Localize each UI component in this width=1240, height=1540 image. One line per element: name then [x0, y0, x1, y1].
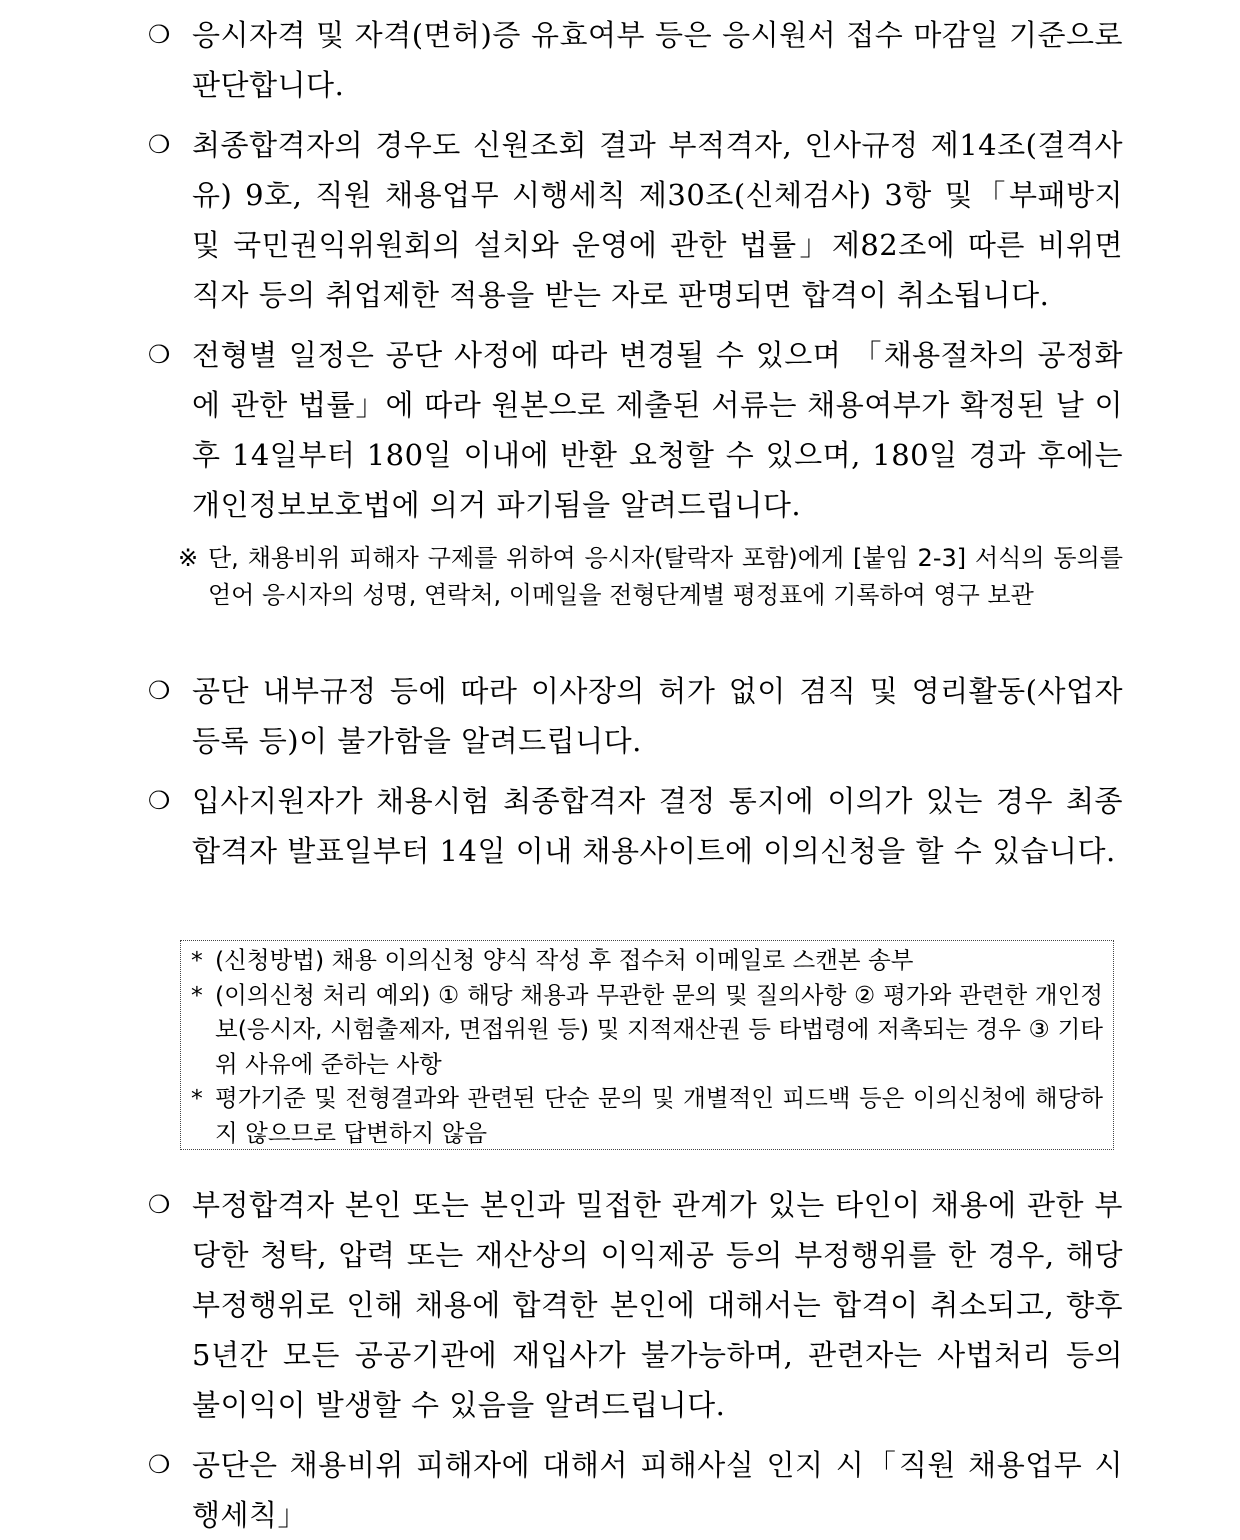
note-text: 단, 채용비위 피해자 구제를 위하여 응시자(탈락자 포함)에게 [붙임 2-3] 서식의 동의를 얻어 응시자의 성명, 연락처, 이메일을 전형단계별 평정표에 기록하여 영구 보관: [208, 544, 1123, 609]
notice-item-victim-relief: [148, 1440, 1123, 1540]
notice-item-eligibility: [148, 10, 1123, 110]
notice-item-text: 입사지원자가 채용시험 최종합격자 결정 통지에 이의가 있는 경우 최종합격자 발표일부터 14일 이내 채용사이트에 이의신청을 할 수 있습니다.: [192, 784, 1123, 868]
notice-item-text: 전형별 일정은 공단 사정에 따라 변경될 수 있으며 「채용절차의 공정화에 관한 법률」에 따라 원본으로 제출된 서류는 채용여부가 확정된 날 이후 14일부터 180일 이내에 반환 요청할 수 있으며, 180일 경과 후에는 개인정보보호법에 의거 파기됨을 알려드립니다.: [192, 338, 1123, 522]
circle-bullet-icon: ❍: [148, 676, 171, 705]
notice-item-side-job: [148, 666, 1123, 766]
asterisk-icon: *: [191, 1084, 203, 1112]
asterisk-icon: *: [191, 980, 203, 1009]
reference-mark-icon: ※: [178, 544, 199, 572]
appeal-info-box: [180, 940, 1114, 1150]
notice-item-text: 공단은 채용비위 피해자에 대해서 피해사실 인지 시「직원 채용업무 시행세칙」: [192, 1448, 1123, 1532]
circle-bullet-icon: ❍: [148, 1450, 171, 1479]
appeal-info-row: [191, 943, 1103, 978]
appeal-info-row: [191, 978, 1103, 1082]
circle-bullet-icon: ❍: [148, 20, 171, 49]
notice-item-fraud: [148, 1180, 1123, 1430]
circle-bullet-icon: ❍: [148, 130, 171, 159]
appeal-info-text: (신청방법) 채용 이의신청 양식 작성 후 접수처 이메일로 스캔본 송부: [215, 946, 914, 974]
asterisk-icon: *: [191, 946, 203, 974]
notice-item-schedule: [148, 330, 1123, 530]
circle-bullet-icon: ❍: [148, 340, 171, 369]
appeal-info-row: [191, 1081, 1103, 1150]
notice-item-disqualification: [148, 120, 1123, 320]
notice-item-text: 응시자격 및 자격(면허)증 유효여부 등은 응시원서 접수 마감일 기준으로 판단합니다.: [192, 18, 1123, 102]
note-victim-relief: [178, 540, 1123, 614]
notice-item-text: 부정합격자 본인 또는 본인과 밀접한 관계가 있는 타인이 채용에 관한 부당한 청탁, 압력 또는 재산상의 이익제공 등의 부정행위를 한 경우, 해당 부정행위로 인해 채용에 합격한 본인에 대해서는 합격이 취소되고, 향후 5년간 모든 공공기관에 재입사가 불가능하며, 관련자는 사법처리 등의 불이익이 발생할 수 있음을 알려드립니다.: [192, 1188, 1123, 1422]
appeal-info-text: (이의신청 처리 예외) ① 해당 채용과 무관한 문의 및 질의사항 ② 평가와 관련한 개인정보(응시자, 시험출제자, 면접위원 등) 및 지적재산권 등 타법령에 저촉되는 경우 ③ 기타 위 사유에 준하는 사항: [215, 980, 1103, 1078]
notice-item-appeal: [148, 776, 1123, 876]
circle-bullet-icon: ❍: [148, 786, 171, 815]
notice-item-text: 공단 내부규정 등에 따라 이사장의 허가 없이 겸직 및 영리활동(사업자 등록 등)이 불가함을 알려드립니다.: [192, 674, 1123, 758]
circle-bullet-icon: ❍: [148, 1190, 171, 1219]
notice-item-text: 최종합격자의 경우도 신원조회 결과 부적격자, 인사규정 제14조(결격사유) 9호, 직원 채용업무 시행세칙 제30조(신체검사) 3항 및「부패방지 및 국민권익위원회의 설치와 운영에 관한 법률」제82조에 따른 비위면직자 등의 취업제한 적용을 받는 자로 판명되면 합격이 취소됩니다.: [192, 128, 1123, 312]
appeal-info-text: 평가기준 및 전형결과와 관련된 단순 문의 및 개별적인 피드백 등은 이의신청에 해당하지 않으므로 답변하지 않음: [215, 1084, 1103, 1147]
